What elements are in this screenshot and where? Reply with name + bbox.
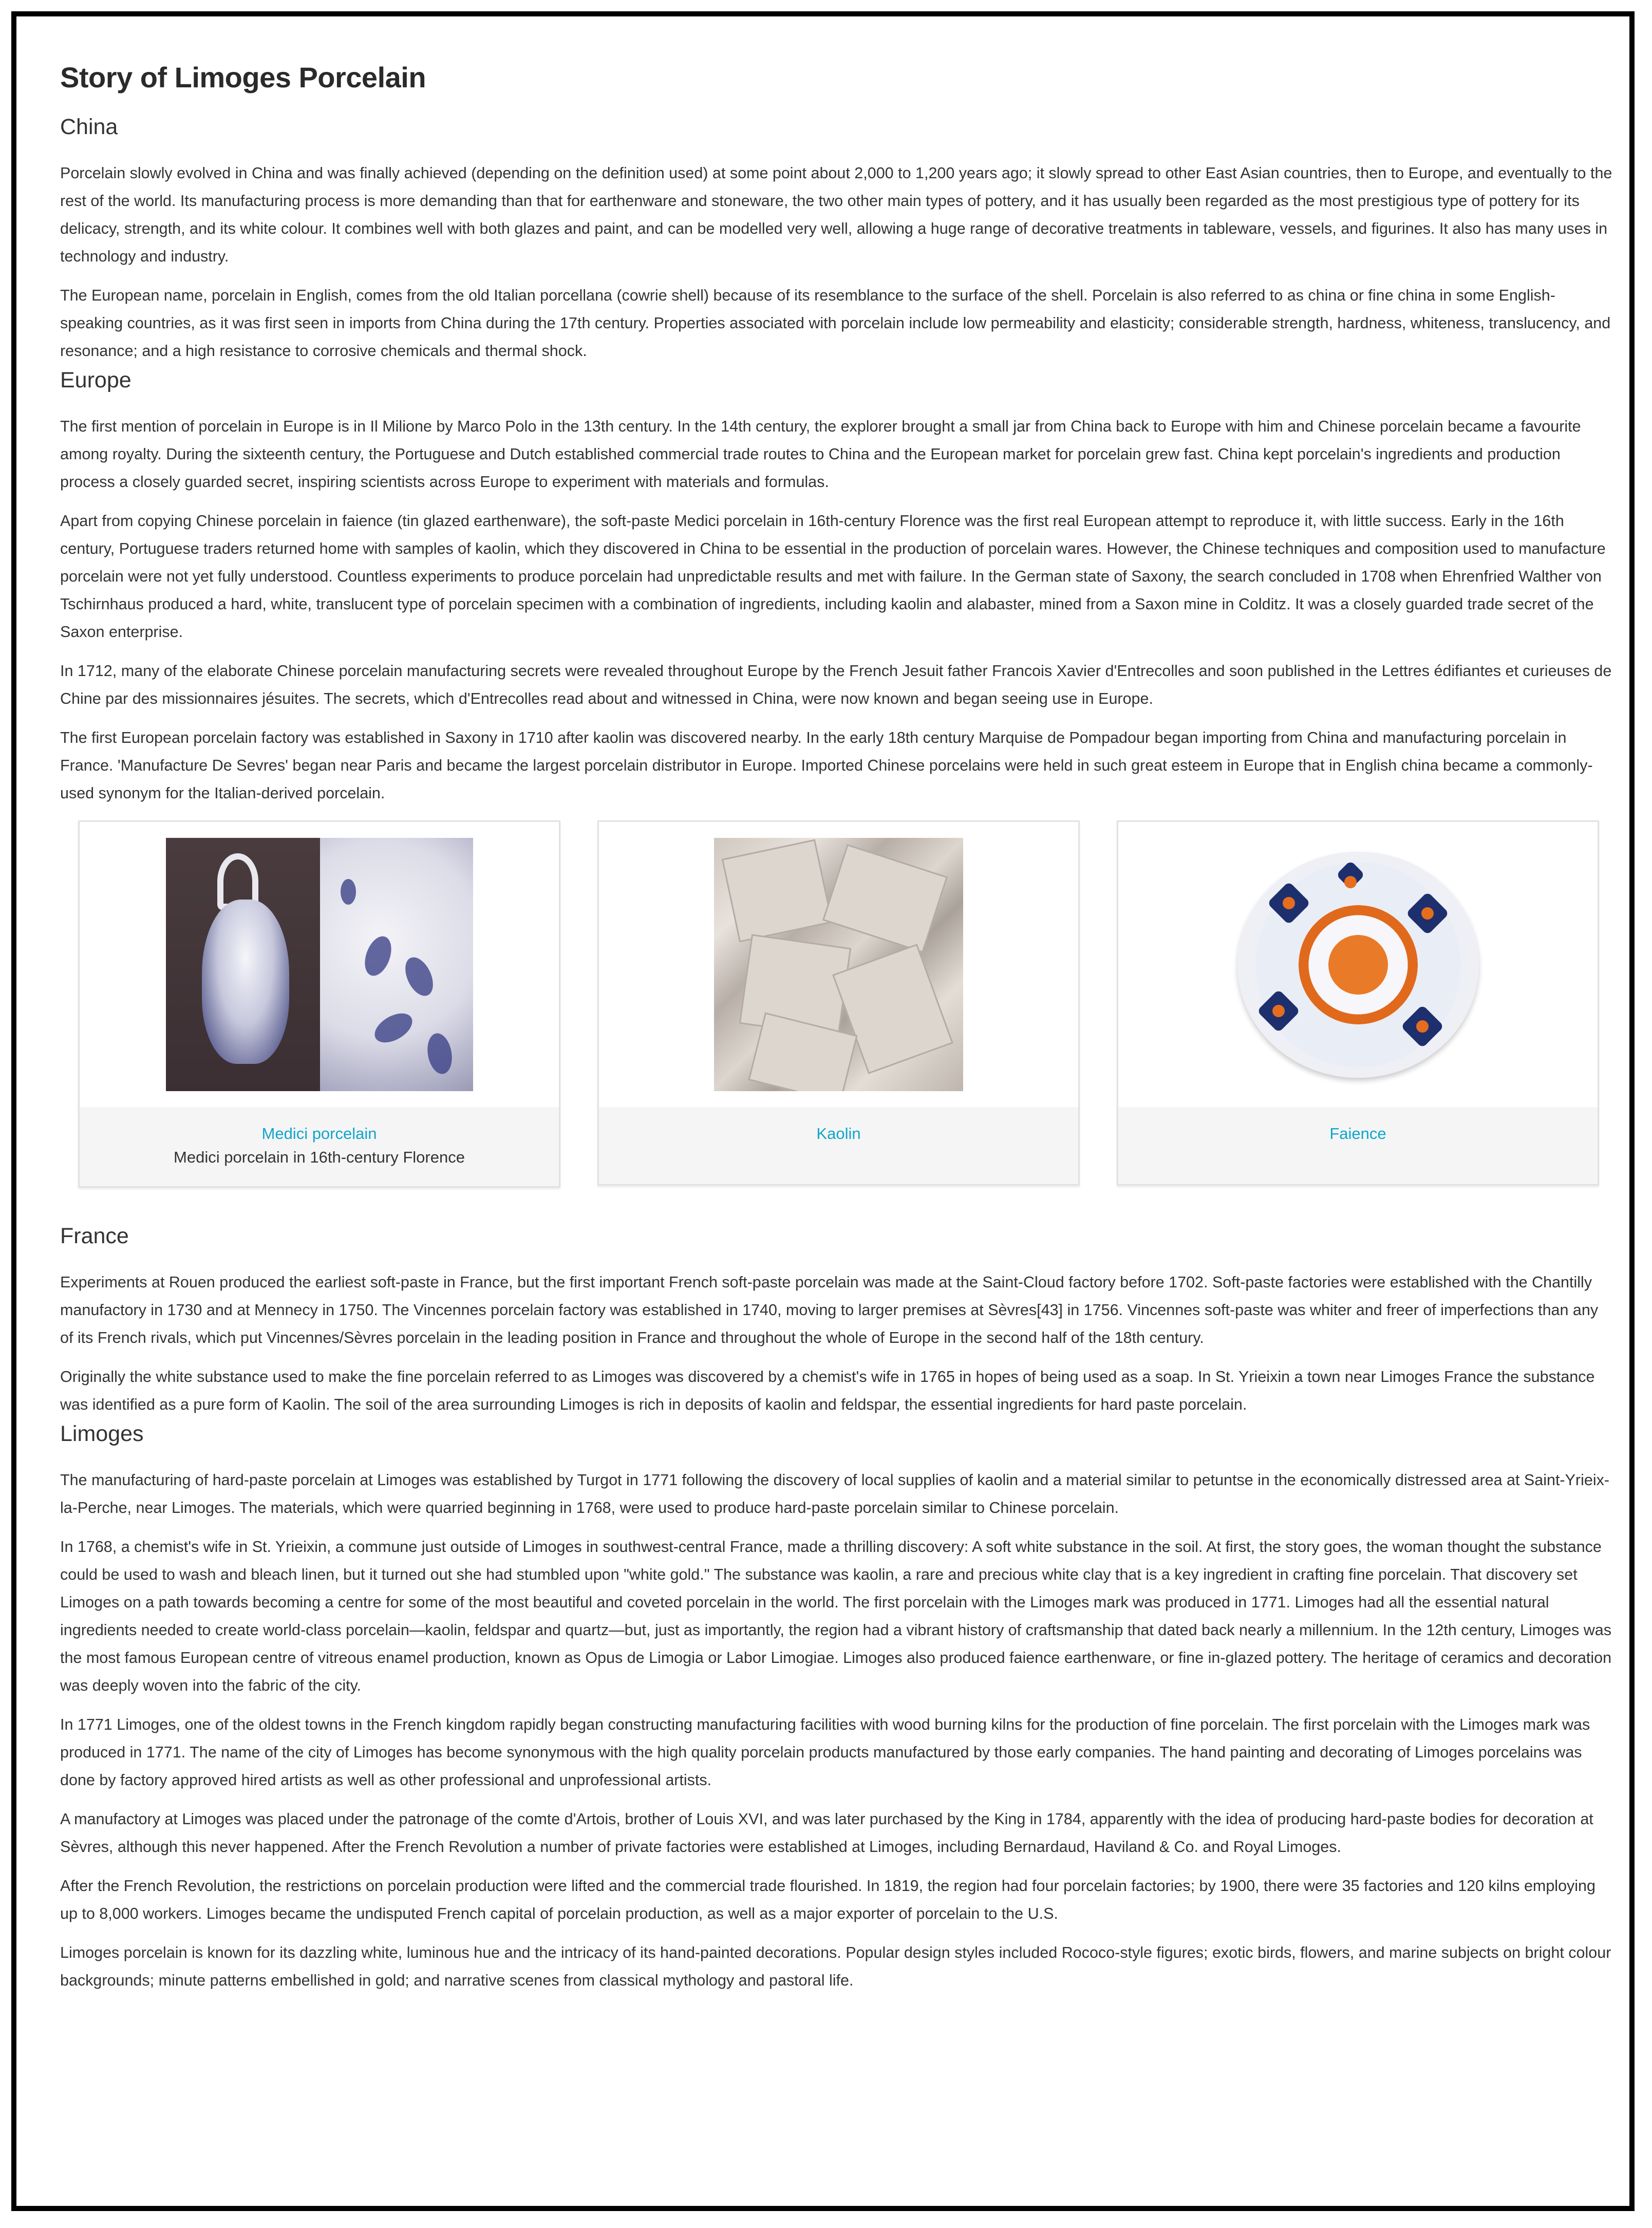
paragraph: Experiments at Rouen produced the earliest soft-paste in France, but the first important French soft-paste porcelain was made at the Saint-Cloud factory before 1702. Soft-paste factories were established with the Chantilly manufactory in 1730 and at Mennecy in 1750. The Vincennes porcelain factory was established in 1740, moving to larger premises at Sèvres[43] in 1756. Vincennes soft-paste was whiter and freer of imperfections than any of its French rivals, which put Vincennes/Sèvres porcelain in the leading position in France and throughout the whole of Europe in the second half of the 18th century. <box>60 1274 1599 1346</box>
plate <box>1237 852 1479 1078</box>
card-image-container <box>1118 822 1598 1107</box>
medici-porcelain-link[interactable]: Medici porcelain <box>261 1125 377 1143</box>
vase-detail-photo-right <box>320 838 473 1091</box>
paragraph: Apart from copying Chinese porcelain in faience (tin glazed earthenware), the soft-paste Medici porcelain in 16th-century Florence was the first real European attempt to reproduce it, with little success. Early in the 16th century, Portuguese traders returned home with samples of kaolin, which they discovered in China to be essential in the production of porcelain wares. However, the Chinese techniques and composition used to manufacture porcelain were not yet fully understood. Countless experiments to produce porcelain had unpredictable results and met with failure. In the German state of Saxony, the search concluded in 1708 when Ehrenfried Walther von Tschirnhaus produced a hard, white, translucent type of porcelain specimen with a combination of ingredients, including kaolin and alabaster, mined from a Saxon mine in Colditz. It was a closely guarded trade secret of the Saxon enterprise. <box>60 512 1606 641</box>
card-caption <box>599 1107 1078 1184</box>
card-image-container <box>599 822 1078 1107</box>
rock <box>748 1013 857 1091</box>
paragraph: Originally the white substance used to make the fine porcelain referred to as Limoges was discovered by a chemist's wife in 1765 in hopes of being used as a soap. In St. Yrieixin a town near Limoges France the substance was identified as a pure form of Kaolin. The soil of the area surrounding Limoges is rich in deposits of kaolin and feldspar, the essential ingredients for hard paste porcelain. <box>60 1368 1595 1413</box>
flower-motif <box>1400 1004 1444 1048</box>
section-heading-limoges: Limoges <box>60 1421 144 1446</box>
card-image-container <box>80 822 559 1107</box>
medici-porcelain-vase-image[interactable] <box>166 838 473 1091</box>
vase-photo-left <box>166 838 320 1091</box>
paragraph: The manufacturing of hard-paste porcelain at Limoges was established by Turgot in 1771 following the discovery of local supplies of kaolin and a material similar to petuntse in the economically distressed area at Saint-Yrieix-la-Perche, near Limoges. The materials, which were quarried beginning in 1768, were used to produce hard-paste porcelain similar to Chinese porcelain. <box>60 1471 1610 1516</box>
flower-motif <box>1336 860 1365 889</box>
vase-body <box>202 900 289 1064</box>
section-heading-china: China <box>60 115 118 139</box>
paragraph: The European name, porcelain in English, comes from the old Italian porcellana (cowrie shell) because of its resemblance to the surface of the shell. Porcelain is also referred to as china or fine china in some English-speaking countries, as it was first seen in imports from China during the 17th century. Properties associated with porcelain include low permeability and elasticity; considerable strength, hardness, whiteness, translucency, and resonance; and a high resistance to corrosive chemicals and thermal shock. <box>60 287 1611 360</box>
flower-motif <box>1405 891 1449 935</box>
document-content <box>60 47 1614 2006</box>
flower-motif <box>1256 989 1300 1033</box>
petal <box>400 953 438 1000</box>
paragraph: In 1768, a chemist's wife in St. Yrieixin, a commune just outside of Limoges in southwest-central France, made a thrilling discovery: A soft white substance in the soil. At first, the story goes, the woman thought the substance could be used to wash and bleach linen, but it turned out she had stumbled upon "white gold." The substance was kaolin, a rare and precious white clay that is a key ingredient in crafting fine porcelain. That discovery set Limoges on a path towards becoming a centre for some of the most beautiful and coveted porcelain in the world. The first porcelain with the Limoges mark was produced in 1771. Limoges had all the essential natural ingredients needed to create world-class porcelain—kaolin, feldspar and quartz—but, just as importantly, the region had a vibrant history of craftsmanship that dated back nearly a millennium. In the 12th century, Limoges was the most famous European centre of vitreous enamel production, known as Opus de Limogia or Labor Limogiae. Limoges also produced faience earthenware, or fine in-glazed pottery. The heritage of ceramics and decoration was deeply woven into the fabric of the city. <box>60 1538 1612 1694</box>
paragraph: In 1771 Limoges, one of the oldest towns in the French kingdom rapidly began constructing manufacturing facilities with wood burning kilns for the production of fine porcelain. The first porcelain with the Limoges mark was produced in 1771. The name of the city of Limoges has become synonymous with the high quality porcelain products manufactured by those early companies. The hand painting and decorating of Limoges porcelains was done by factory approved hired artists as well as other professional and unprofessional artists. <box>60 1716 1590 1789</box>
paragraph: A manufactory at Limoges was placed under the patronage of the comte d'Artois, brother of Louis XVI, and was later purchased by the King in 1784, apparently with the idea of producing hard-paste bodies for decoration at Sèvres, although this never happened. After the French Revolution a number of private factories were established at Limoges, including Bernardaud, Haviland & Co. and Royal Limoges. <box>60 1810 1593 1856</box>
petal <box>369 1007 417 1049</box>
paragraph: Limoges porcelain is known for its dazzling white, luminous hue and the intricacy of its hand-painted decorations. Popular design styles included Rococo-style figures; exotic birds, flowers, and marine subjects on bright colour backgrounds; minute patterns embellished in gold; and narrative scenes from classical mythology and pastoral life. <box>60 1944 1611 1989</box>
paragraph: Porcelain slowly evolved in China and was finally achieved (depending on the definition used) at some point about 2,000 to 1,200 years ago; it slowly spread to other East Asian countries, then to Europe, and eventually to the rest of the world. Its manufacturing process is more demanding than that for earthenware and stoneware, the two other main types of pottery, and it has usually been regarded as the most prestigious type of pottery for its delicacy, strength, and its white colour. It combines well with both glazes and paint, and can be modelled very well, allowing a huge range of decorative treatments in tableware, vessels, and figurines. It also has many uses in technology and industry. <box>60 164 1612 265</box>
card-kaolin <box>597 820 1080 1186</box>
section-heading-europe: Europe <box>60 368 132 392</box>
card-caption <box>1118 1107 1598 1184</box>
flower-motif <box>1267 881 1310 925</box>
card-caption <box>80 1107 559 1186</box>
rock <box>822 844 948 953</box>
kaolin-link[interactable]: Kaolin <box>816 1125 861 1143</box>
page-title: Story of Limoges Porcelain <box>60 61 426 93</box>
paragraph: The first mention of porcelain in Europe is in Il Milione by Marco Polo in the 13th century. In the 14th century, the explorer brought a small jar from China back to Europe with him and Chinese porcelain became a favourite among royalty. During the sixteenth century, the Portuguese and Dutch established commercial trade routes to China and the European market for porcelain grew fast. China kept porcelain's ingredients and production process a closely guarded secret, inspiring scientists across Europe to experiment with materials and formulas. <box>60 418 1581 491</box>
card-medici-porcelain <box>78 820 560 1188</box>
paragraph: After the French Revolution, the restrictions on porcelain production were lifted and the commercial trade flourished. In 1819, the region had four porcelain factories; by 1900, there were 35 factories and 120 kilns employing up to 8,000 workers. Limoges became the undisputed French capital of porcelain production, as well as a major exporter of porcelain to the U.S. <box>60 1877 1595 1922</box>
document-frame <box>11 11 1635 2211</box>
paragraph: In 1712, many of the elaborate Chinese porcelain manufacturing secrets were revealed throughout Europe by the French Jesuit father Francois Xavier d'Entrecolles and soon published in the Lettres édifiantes et curieuses de Chine par des missionnaires jésuites. The secrets, which d'Entrecolles read about and witnessed in China, were now known and began seeing use in Europe. <box>60 662 1612 707</box>
faience-plate-image[interactable] <box>1233 838 1482 1091</box>
paragraph: The first European porcelain factory was established in Saxony in 1710 after kaolin was discovered nearby. In the early 18th century Marquise de Pompadour began importing from China and manufacturing porcelain in France. 'Manufacture De Sevres' began near Paris and became the largest porcelain distributor in Europe. Imported Chinese porcelains were held in such great esteem in Europe that in English china became a commonly-used synonym for the Italian-derived porcelain. <box>60 729 1593 802</box>
kaolin-rocks-image[interactable] <box>714 838 963 1091</box>
rock <box>722 839 833 942</box>
petal <box>360 933 396 980</box>
card-faience <box>1117 820 1599 1186</box>
image-gallery <box>78 820 1614 1188</box>
faience-link[interactable]: Faience <box>1329 1125 1386 1143</box>
petal <box>341 879 356 905</box>
card-caption-text: Medici porcelain in 16th-century Florence <box>174 1148 465 1166</box>
petal <box>424 1032 455 1076</box>
section-heading-france: France <box>60 1224 129 1248</box>
